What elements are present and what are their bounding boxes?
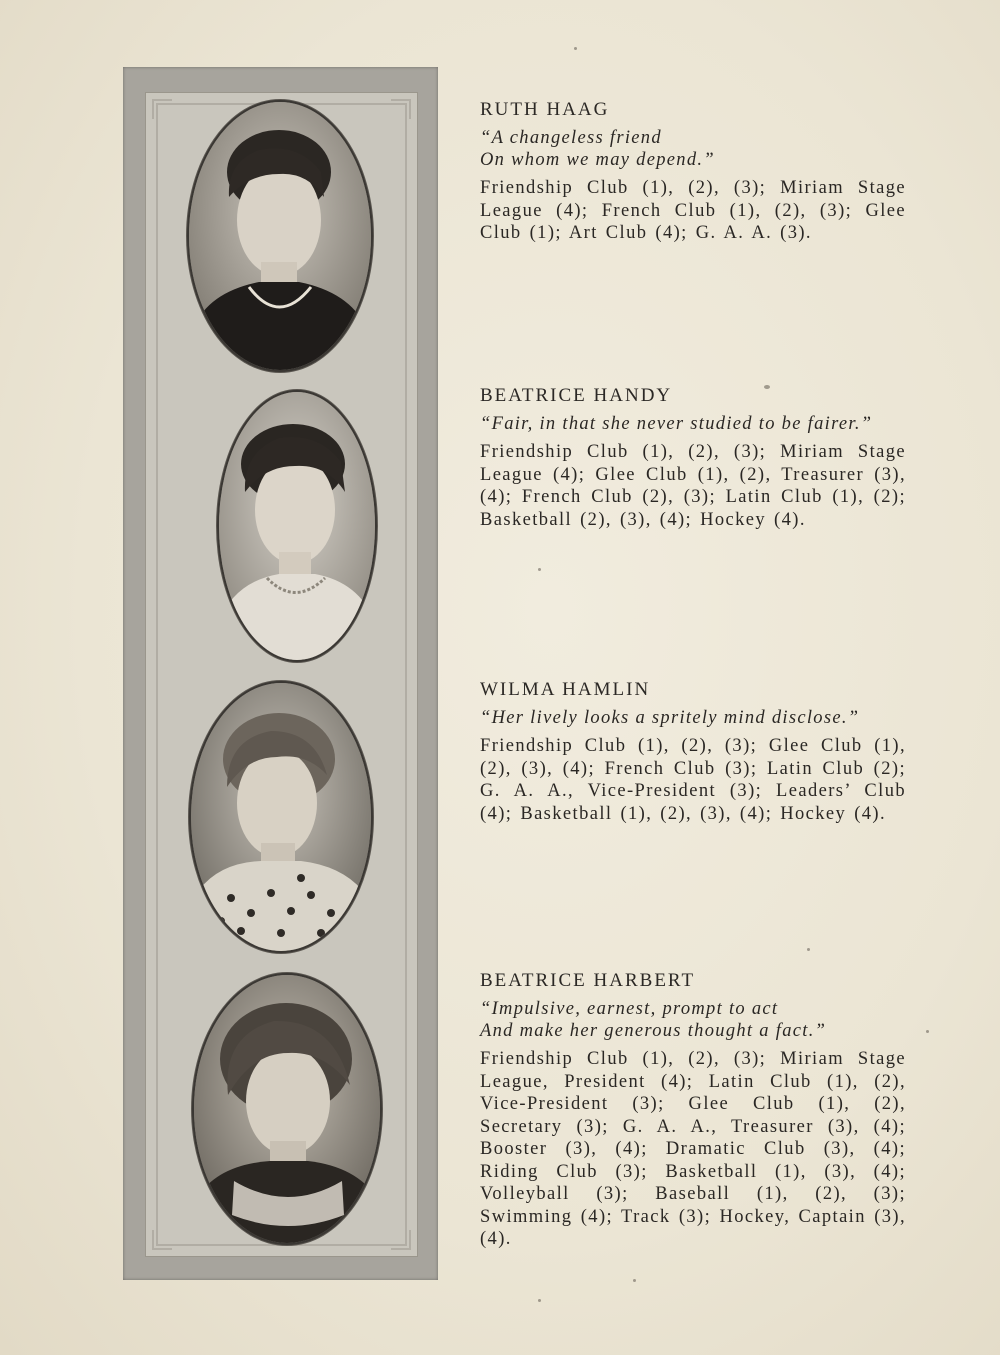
student-activities: Friendship Club (1), (2), (3); Miriam Stage League (4); Glee Club (1), (2), Treasurer (3), (4); French Club (2), (3); Latin Club (1), (2); Basketball (2), (3), (4); Hockey (4). bbox=[480, 442, 906, 530]
paper-speck bbox=[633, 1279, 636, 1282]
student-activities: Friendship Club (1), (2), (3); Glee Club (1), (2), (3), (4); French Club (3); Latin Club (2); G. A. A., Vice-President (3); Leaders’ Club (4); Basketball (1), (2), (3), (4); Hockey (4). bbox=[480, 736, 906, 824]
portrait-photo-ruth-haag bbox=[187, 100, 373, 372]
student-activities: Friendship Club (1), (2), (3); Miriam Stage League, President (4); Latin Club (1), (2), Vice-President (3); Glee Club (1), (2), Secretary (3); G. A. A., Treasurer (3), (4); Booster (3), (4); Dramatic Club (3), (4); Riding Club (3); Basketball (1), (3), (4); Volleyball (3); Baseball (1), (2), (3); Swimming (4); Track (3); Hockey, Captain (3), (4). bbox=[480, 1049, 906, 1249]
frame-corner-ornament bbox=[152, 99, 172, 119]
paper-speck bbox=[807, 948, 810, 951]
student-quote-line: On whom we may depend.” bbox=[480, 150, 715, 170]
portrait-photo-wilma-hamlin bbox=[189, 681, 373, 953]
student-name: WILMA HAMLIN bbox=[480, 679, 651, 700]
student-entry bbox=[480, 99, 906, 245]
student-entry bbox=[480, 679, 906, 825]
paper-speck bbox=[926, 1030, 929, 1033]
paper-speck bbox=[764, 385, 770, 389]
student-entry bbox=[480, 385, 906, 531]
student-quote-line: “Impulsive, earnest, prompt to act bbox=[480, 999, 779, 1019]
paper-speck bbox=[574, 47, 577, 50]
student-activities: Friendship Club (1), (2), (3); Miriam Stage League (4); French Club (1), (2), (3); Glee Club (1); Art Club (4); G. A. A. (3). bbox=[480, 178, 906, 243]
frame-corner-ornament bbox=[391, 1230, 411, 1250]
paper-speck bbox=[538, 568, 541, 571]
student-quote-line: “Fair, in that she never studied to be fairer.” bbox=[480, 414, 873, 434]
student-quote-line: And make her generous thought a fact.” bbox=[480, 1021, 827, 1041]
portrait-photo-beatrice-harbert bbox=[192, 973, 382, 1245]
student-name: BEATRICE HARBERT bbox=[480, 970, 696, 991]
student-quote-line: “Her lively looks a spritely mind disclose.” bbox=[480, 708, 860, 728]
portrait-photo-beatrice-handy bbox=[217, 390, 377, 662]
frame-corner-ornament bbox=[152, 1230, 172, 1250]
student-name: BEATRICE HANDY bbox=[480, 385, 673, 406]
student-entry bbox=[480, 970, 906, 1251]
photo-strip bbox=[123, 67, 438, 1280]
student-quote-line: “A changeless friend bbox=[480, 128, 662, 148]
student-name: RUTH HAAG bbox=[480, 99, 610, 120]
frame-corner-ornament bbox=[391, 99, 411, 119]
paper-speck bbox=[538, 1299, 541, 1302]
